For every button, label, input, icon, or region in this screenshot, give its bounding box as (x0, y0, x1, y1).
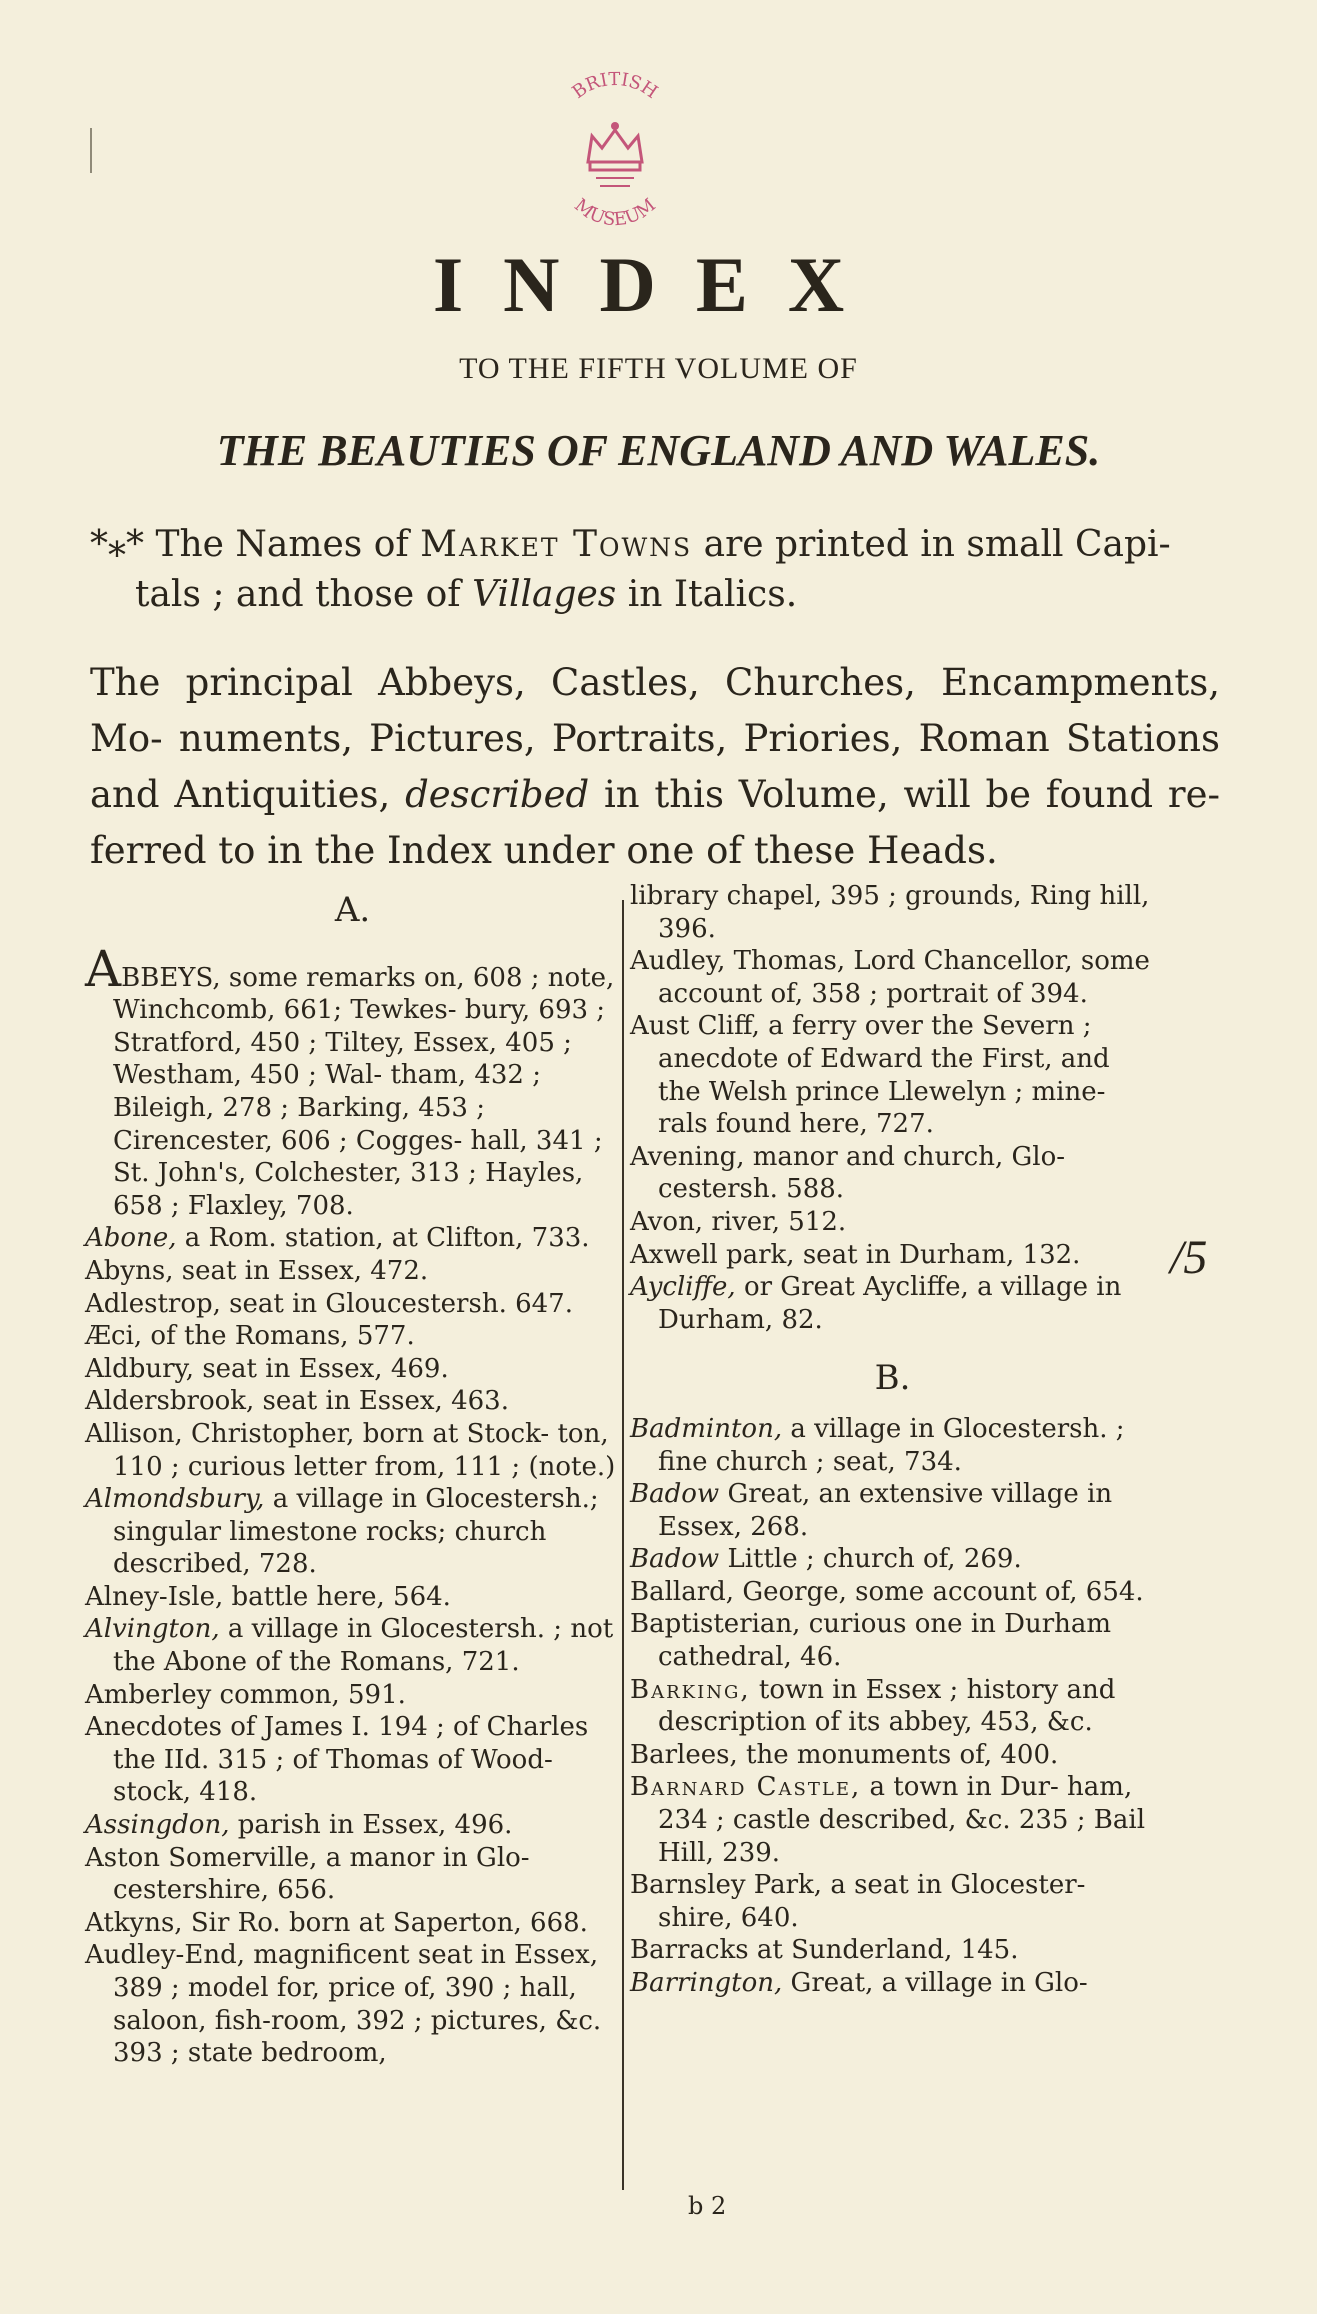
index-entry: Barnsley Park, a seat in Glocester- shire, 640. (630, 1870, 1086, 1933)
note-mark: *⁎* (90, 524, 144, 565)
index-entry: Barlees, the monuments of, 400. (630, 1739, 1059, 1770)
column-divider (622, 900, 624, 2190)
left-column (85, 880, 620, 2070)
index-entry: Badminton, a village in Glocestersh. ; fine church ; seat, 734. (630, 1413, 1125, 1477)
museum-stamp (540, 70, 690, 240)
index-entry: Almondsbury, a village in Glocestersh.; singular limestone rocks; church described, 728. (85, 1484, 599, 1580)
index-entry: Amberley common, 591. (85, 1679, 406, 1710)
right-column (630, 880, 1155, 2000)
index-entry: Alvington, a village in Glocestersh. ; not the Abone of the Romans, 721. (85, 1614, 614, 1678)
index-entry: Abyns, seat in Essex, 472. (85, 1255, 429, 1286)
index-entry: Avening, manor and church, Glo- cestersh. 588. (630, 1141, 1066, 1205)
section-head-b: B. (874, 1358, 911, 1399)
note-market-towns: Market Towns (420, 524, 693, 565)
index-entry: Atkyns, Sir Ro. born at Saperton, 668. (85, 1907, 588, 1938)
index-entry: Aldersbrook, seat in Essex, 463. (85, 1386, 509, 1417)
stamp-text-bottom: MUSEUM (570, 194, 660, 231)
index-entry: Alney-Isle, battle here, 564. (85, 1581, 451, 1612)
note-text-3: tals ; and those of (135, 574, 461, 615)
margin-annotation: /5 (1170, 1231, 1208, 1284)
index-entry: Barrington, Great, a village in Glo- (630, 1968, 1088, 1998)
index-entry: Allison, Christopher, born at Stock- ton, 110 ; curious letter from, 111 ; (note.) (85, 1418, 616, 1482)
index-entry: Audley-End, magnificent seat in Essex, 389 ; model for, price of, 390 ; hall, saloon, fish-room, 392 ; pictures, &c. 393 ; state bedroom, (85, 1940, 602, 2069)
note-villages: Villages (472, 574, 617, 615)
principal-described: described (405, 773, 590, 816)
book-title: THE BEAUTIES OF ENGLAND AND WALES. (216, 426, 1101, 475)
index-entry: Barking, town in Essex ; history and description of its abbey, 453, &c. (630, 1674, 1116, 1738)
index-entry: Aust Cliff, a ferry over the Severn ; anecdote of Edward the First, and the Welsh prince Llewelyn ; mine- rals found here, 727. (630, 1011, 1110, 1140)
stamp-text-top: BRITISH (568, 70, 662, 104)
signature-mark: b 2 (688, 2192, 727, 2220)
svg-text:MUSEUM (570, 195, 659, 231)
index-entry: Aldbury, seat in Essex, 469. (85, 1353, 449, 1384)
page-title: INDEX (432, 241, 885, 328)
principal-text-1: The principal Abbeys, Castles, Churches, Encampments, Mo- numents, Pictures, Portraits, Priories, Roman Stations and Antiquities, (90, 661, 1220, 816)
index-entry: library chapel, 395 ; grounds, Ring hill, 396. (630, 881, 1150, 944)
index-entry: Aycliffe, or Great Aycliffe, a village in Durham, 82. (630, 1272, 1122, 1335)
note-text-4: in Italics. (627, 574, 798, 615)
index-entry: Badow Great, an extensive village in Essex, 268. (630, 1479, 1113, 1542)
section-head-a: A. (334, 890, 371, 930)
svg-text:BRITISH (568, 70, 661, 103)
principal-text-2: in this Volume, will be found re- ferred to in the Index under one of these Heads. (90, 773, 1220, 872)
crown-stamp-icon (540, 70, 690, 240)
index-entry: Badow Little ; church of, 269. (630, 1544, 1022, 1575)
index-entry: Aston Somerville, a manor in Glo- cestershire, 656. (85, 1842, 530, 1906)
index-entry: Adlestrop, seat in Gloucestersh. 647. (85, 1288, 573, 1319)
page-edge-mark (90, 128, 92, 173)
typography-note (90, 520, 1220, 620)
index-entry: Abone, a Rom. station, at Clifton, 733. (85, 1223, 590, 1254)
note-text-2: are printed in small Capi- (703, 524, 1171, 565)
index-entry: Audley, Thomas, Lord Chancellor, some account of, 358 ; portrait of 394. (630, 946, 1150, 1009)
index-entry: Barracks at Sunderland, 145. (630, 1935, 1019, 1966)
index-entry: Axwell park, seat in Durham, 132. (630, 1239, 1081, 1270)
index-entry: Assingdon, parish in Essex, 496. (85, 1810, 513, 1841)
note-text-1: The Names of (155, 524, 409, 565)
index-entry: ABBEYS, some remarks on, 608 ; note, Winchcomb, 661; Tewkes- bury, 693 ; Stratford, 450 ; Tiltey, Essex, 405 ; Westham, 450 ; Wal- tham, 432 ; Bileigh, 278 ; Barking, 453 ; Cirencester, 606 ; Cogges- hall, 341 ; St. John's, Colchester, 313 ; Hayles, 658 ; Flaxley, 708. (85, 939, 615, 1221)
index-entry: Æci, of the Romans, 577. (85, 1321, 415, 1352)
index-entry: Ballard, George, some account of, 654. (630, 1576, 1144, 1607)
index-entry: Barnard Castle, a town in Dur- ham, 234 ; castle described, &c. 235 ; Bail Hill, 239. (630, 1772, 1146, 1868)
index-entry: Baptisterian, curious one in Durham cathedral, 46. (630, 1609, 1112, 1673)
index-entry: Avon, river, 512. (630, 1206, 847, 1237)
principal-heads-note (90, 655, 1220, 879)
subtitle: TO THE FIFTH VOLUME OF (459, 352, 858, 385)
index-entry: Anecdotes of James I. 194 ; of Charles the IId. 315 ; of Thomas of Wood- stock, 418. (85, 1712, 589, 1808)
